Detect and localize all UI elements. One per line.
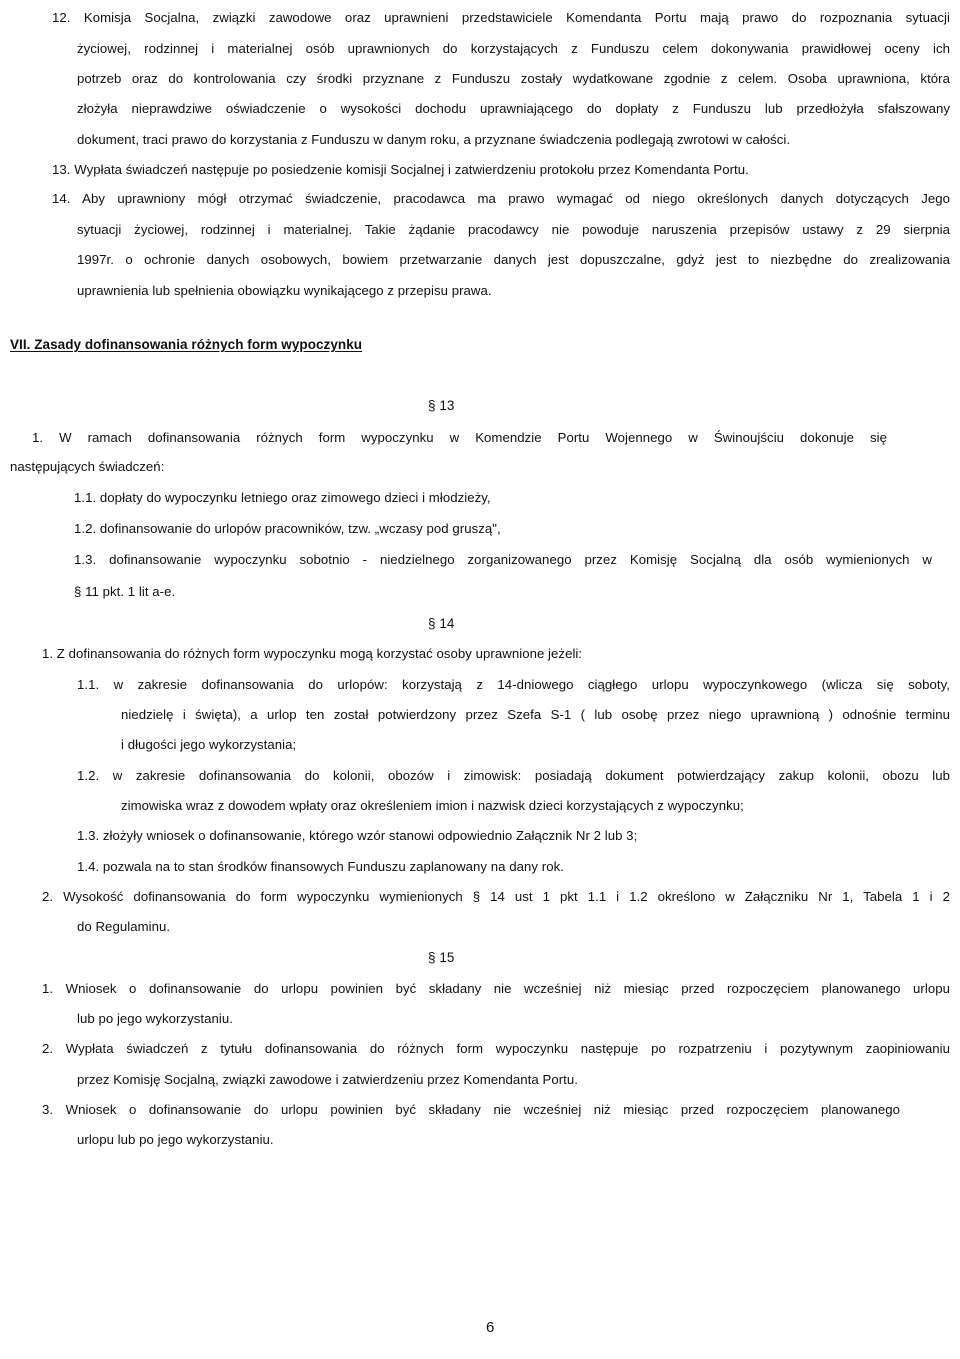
s14-item-1-4: 1.4. pozwala na to stan środków finansowych Funduszu zaplanowany na dany rok.	[77, 859, 564, 874]
section-15-title: § 15	[428, 950, 455, 965]
s15-item-2-line-1: 2. Wypłata świadczeń z tytułu dofinansowania do różnych form wypoczynku następuje po rozpatrzeniu i pozytywnym zaopiniowaniu	[42, 1041, 950, 1056]
s14-item-1: 1. Z dofinansowania do różnych form wypoczynku mogą korzystać osoby uprawnione jeżeli:	[42, 646, 583, 661]
s14-item-2-line-1: 2. Wysokość dofinansowania do form wypoczynku wymienionych § 14 ust 1 pkt 1.1 i 1.2 określono w Załączniku Nr 1, Tabela 1 i 2	[42, 889, 950, 904]
paragraph-13: 13. Wypłata świadczeń następuje po posiedzenie komisji Socjalnej i zatwierdzeniu protokołu przez Komendanta Portu.	[52, 162, 749, 177]
s13-item-1-line-1: 1. W ramach dofinansowania różnych form wypoczynku w Komendzie Portu Wojennego w Świnoujściu dokonuje się	[32, 430, 887, 445]
s14-item-1-2-line-2: zimowiska wraz z dowodem wpłaty oraz określeniem imion i nazwisk dzieci korzystających z wypoczynku;	[121, 798, 744, 813]
s14-item-1-3: 1.3. złożyły wniosek o dofinansowanie, którego wzór stanowi odpowiednio Załącznik Nr 2 lub 3;	[77, 828, 638, 843]
section-13-title: § 13	[428, 398, 455, 413]
s13-item-1-line-2: następujących świadczeń:	[10, 459, 165, 474]
s15-item-1-line-2: lub po jego wykorzystaniu.	[77, 1011, 233, 1026]
s14-item-1-1-line-1: 1.1. w zakresie dofinansowania do urlopów: korzystają z 14-dniowego ciągłego urlopu wypoczynkowego (wlicza się soboty,	[77, 677, 950, 692]
s15-item-1-line-1: 1. Wniosek o dofinansowanie do urlopu powinien być składany nie wcześniej niż miesiąc przed rozpoczęciem planowanego urlopu	[42, 981, 950, 996]
s13-item-1-1: 1.1. dopłaty do wypoczynku letniego oraz zimowego dzieci i młodzieży,	[74, 490, 491, 505]
s14-item-1-1-line-3: i długości jego wykorzystania;	[121, 737, 297, 752]
s15-item-3-line-1: 3. Wniosek o dofinansowanie do urlopu powinien być składany nie wcześniej niż miesiąc przed rozpoczęciem planowanego	[42, 1102, 900, 1117]
s15-item-2-line-2: przez Komisję Socjalną, związki zawodowe i zatwierdzeniu przez Komendanta Portu.	[77, 1072, 578, 1087]
s14-item-2-line-2: do Regulaminu.	[77, 919, 171, 934]
paragraph-12-line-2: życiowej, rodzinnej i materialnej osób uprawnionych do korzystających z Funduszu celem dokonywania prawidłowej oceny ich	[77, 41, 950, 56]
s13-item-1-2: 1.2. dofinansowanie do urlopów pracowników, tzw. „wczasy pod gruszą",	[74, 521, 501, 536]
paragraph-14-line-3: 1997r. o ochronie danych osobowych, bowiem przetwarzanie danych jest dopuszczalne, gdyż jest to niezbędne do zrealizowania	[77, 252, 950, 267]
paragraph-14-line-1: 14. Aby uprawniony mógł otrzymać świadczenie, pracodawca ma prawo wymagać od niego określonych danych dotyczących Jego	[52, 191, 950, 206]
paragraph-12-line-4: złożyła nieprawdziwe oświadczenie o wysokości dochodu uprawniającego do dopłaty z Funduszu lub przedłożyła sfałszowany	[77, 101, 950, 116]
page-number: 6	[486, 1319, 495, 1336]
s15-item-3-line-2: urlopu lub po jego wykorzystaniu.	[77, 1132, 274, 1147]
s14-item-1-1-line-2: niedzielę i święta), a urlop ten został potwierdzony przez Szefa S-1 ( lub osobę przez niego uprawnioną ) odnośnie terminu	[121, 707, 950, 722]
paragraph-12-line-5: dokument, traci prawo do korzystania z Funduszu w danym roku, a przyznane świadczenia podlegają zwrotowi w całości.	[77, 132, 791, 147]
paragraph-12-line-3: potrzeb oraz do kontrolowania czy środki przyznane z Funduszu zostały wydatkowane zgodnie z celem. Osoba uprawniona, która	[77, 71, 950, 86]
paragraph-12-line-1: 12. Komisja Socjalna, związki zawodowe oraz uprawnieni przedstawiciele Komendanta Portu mają prawo do rozpoznania sytuacji	[52, 10, 950, 25]
paragraph-14-line-2: sytuacji życiowej, rodzinnej i materialnej. Takie żądanie pracodawcy nie powoduje naruszenia przepisów ustawy z 29 sierpnia	[77, 222, 950, 237]
section-heading: VII. Zasady dofinansowania różnych form wypoczynku	[10, 337, 363, 352]
section-14-title: § 14	[428, 616, 455, 631]
s14-item-1-2-line-1: 1.2. w zakresie dofinansowania do kolonii, obozów i zimowisk: posiadają dokument potwierdzający zakup kolonii, obozu lub	[77, 768, 950, 783]
paragraph-14-line-4: uprawnienia lub spełnienia obowiązku wynikającego z przepisu prawa.	[77, 283, 492, 298]
s13-item-1-3-line-1: 1.3. dofinansowanie wypoczynku sobotnio - niedzielnego zorganizowanego przez Komisję Socjalną dla osób wymienionych w	[74, 552, 932, 567]
s13-item-1-3-line-2: § 11 pkt. 1 lit a-e.	[74, 584, 176, 599]
